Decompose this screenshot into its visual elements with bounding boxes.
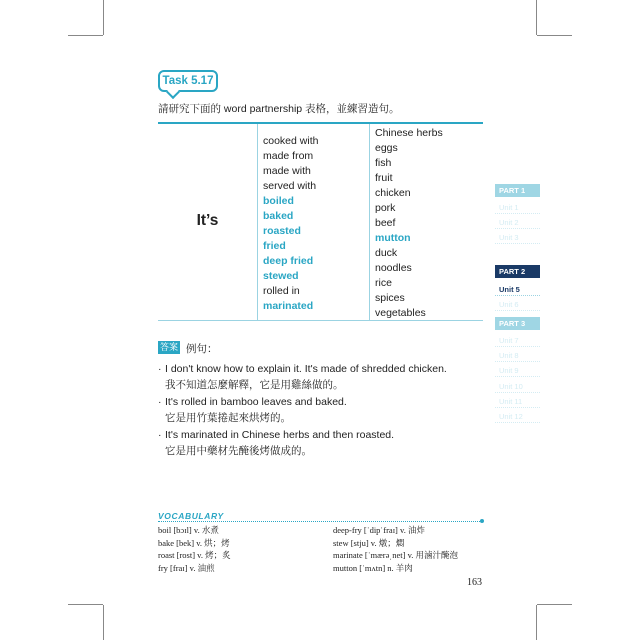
sidebar-tab-unit-11[interactable]: Unit 11 <box>495 395 540 408</box>
word-partnership-table <box>158 122 483 321</box>
crop-mark <box>68 35 103 36</box>
vocabulary-entry: mutton [ˈmʌtn] n. 羊肉 <box>333 562 413 573</box>
answer-item <box>158 394 488 427</box>
vocabulary-title: VOCABULARY <box>158 511 224 521</box>
vocabulary-column-right <box>333 524 458 574</box>
verb-item: cooked with <box>263 135 319 147</box>
vocabulary-entry: bake [bek] v. 烘；烤 <box>158 537 230 548</box>
verb-item: served with <box>263 180 317 192</box>
crop-mark <box>537 35 572 36</box>
verb-item: fried <box>263 240 286 252</box>
sidebar-tab-unit-9[interactable]: Unit 9 <box>495 364 540 377</box>
food-item: Chinese herbs <box>375 127 443 139</box>
vocabulary-entry: deep-fry [ˈdipˈfraɪ] v. 油炸 <box>333 525 425 535</box>
table-subject: It’s <box>196 212 219 229</box>
sidebar-tab-unit-6[interactable]: Unit 6 <box>495 298 540 311</box>
answer-sentence-zh: 它是用竹葉捲起來烘烤的。 <box>165 412 291 424</box>
vocabulary-entry: fry [fraɪ] v. 油煎 <box>158 562 215 573</box>
task-badge: Task 5.17 <box>158 70 218 92</box>
verb-list <box>263 134 318 314</box>
vocabulary-entry: boil [bɔɪl] v. 水煮 <box>158 525 219 535</box>
column-divider <box>369 124 370 320</box>
page-number: 163 <box>467 577 482 588</box>
column-divider <box>257 124 258 320</box>
food-item: noodles <box>375 262 412 274</box>
sidebar-tab-unit-5[interactable]: Unit 5 <box>495 283 540 296</box>
sidebar-tab-unit-7[interactable]: Unit 7 <box>495 334 540 347</box>
food-item: fish <box>375 157 392 169</box>
crop-mark <box>103 0 104 35</box>
crop-mark <box>103 605 104 640</box>
sidebar-tab-part-2[interactable]: PART 2 <box>495 265 540 278</box>
food-item: chicken <box>375 187 411 199</box>
food-item: vegetables <box>375 307 426 319</box>
answer-example-label: 例句： <box>186 343 218 355</box>
crop-mark <box>68 604 103 605</box>
answer-badge: 答案 <box>159 342 178 352</box>
verb-item: rolled in <box>263 285 300 297</box>
answer-sentence-zh: 它是用中藥材先醃後烤做成的。 <box>165 445 312 457</box>
task-instruction: 請研究下面的 word partnership 表格，並練習造句。 <box>158 103 400 115</box>
food-item: duck <box>375 247 398 259</box>
answer-sentence-en: · It's rolled in bamboo leaves and baked. <box>158 394 488 410</box>
answer-sentence-en: · It's marinated in Chinese herbs and then roasted. <box>158 427 488 443</box>
sidebar-tab-part-3[interactable]: PART 3 <box>495 317 540 330</box>
food-item: fruit <box>375 172 393 184</box>
sidebar-tab-part-1[interactable]: PART 1 <box>495 184 540 197</box>
verb-item: made with <box>263 165 311 177</box>
food-list <box>375 126 443 321</box>
verb-item: stewed <box>263 270 299 282</box>
verb-item: roasted <box>263 225 301 237</box>
vocabulary-entry: roast [rost] v. 烤；炙 <box>158 550 231 560</box>
vocabulary-entry: stew [stju] v. 燉；燜 <box>333 537 405 548</box>
crop-mark <box>536 605 537 640</box>
verb-item: marinated <box>263 300 314 312</box>
sidebar-tab-unit-12[interactable]: Unit 12 <box>495 410 540 423</box>
sidebar-tab-unit-10[interactable]: Unit 10 <box>495 380 540 393</box>
vocabulary-rule <box>158 521 482 522</box>
verb-item: deep fried <box>263 255 314 267</box>
sidebar-tab-unit-2[interactable]: Unit 2 <box>495 216 540 229</box>
verb-item: made from <box>263 150 314 162</box>
crop-mark <box>536 0 537 35</box>
sidebar-tab-unit-1[interactable]: Unit 1 <box>495 201 540 214</box>
answer-item <box>158 361 488 394</box>
food-item: pork <box>375 202 396 214</box>
answer-item <box>158 427 488 460</box>
answer-sentence-zh: 我不知道怎麼解釋，它是用雞絲做的。 <box>165 379 344 391</box>
sidebar-tab-unit-3[interactable]: Unit 3 <box>495 231 540 244</box>
answer-sentence-en: · I don't know how to explain it. It's made of shredded chicken. <box>158 361 488 377</box>
answer-list <box>158 361 488 460</box>
verb-item: boiled <box>263 195 294 207</box>
food-item: beef <box>375 217 396 229</box>
vocabulary-column-left <box>158 524 231 574</box>
sidebar-tab-unit-8[interactable]: Unit 8 <box>495 349 540 362</box>
food-item: spices <box>375 292 405 304</box>
crop-mark <box>537 604 572 605</box>
food-item: mutton <box>375 232 411 244</box>
verb-item: baked <box>263 210 294 222</box>
food-item: eggs <box>375 142 398 154</box>
vocabulary-entry: marinate [ˈmærəˌnet] v. 用滷汁醃泡 <box>333 550 459 560</box>
food-item: rice <box>375 277 392 289</box>
